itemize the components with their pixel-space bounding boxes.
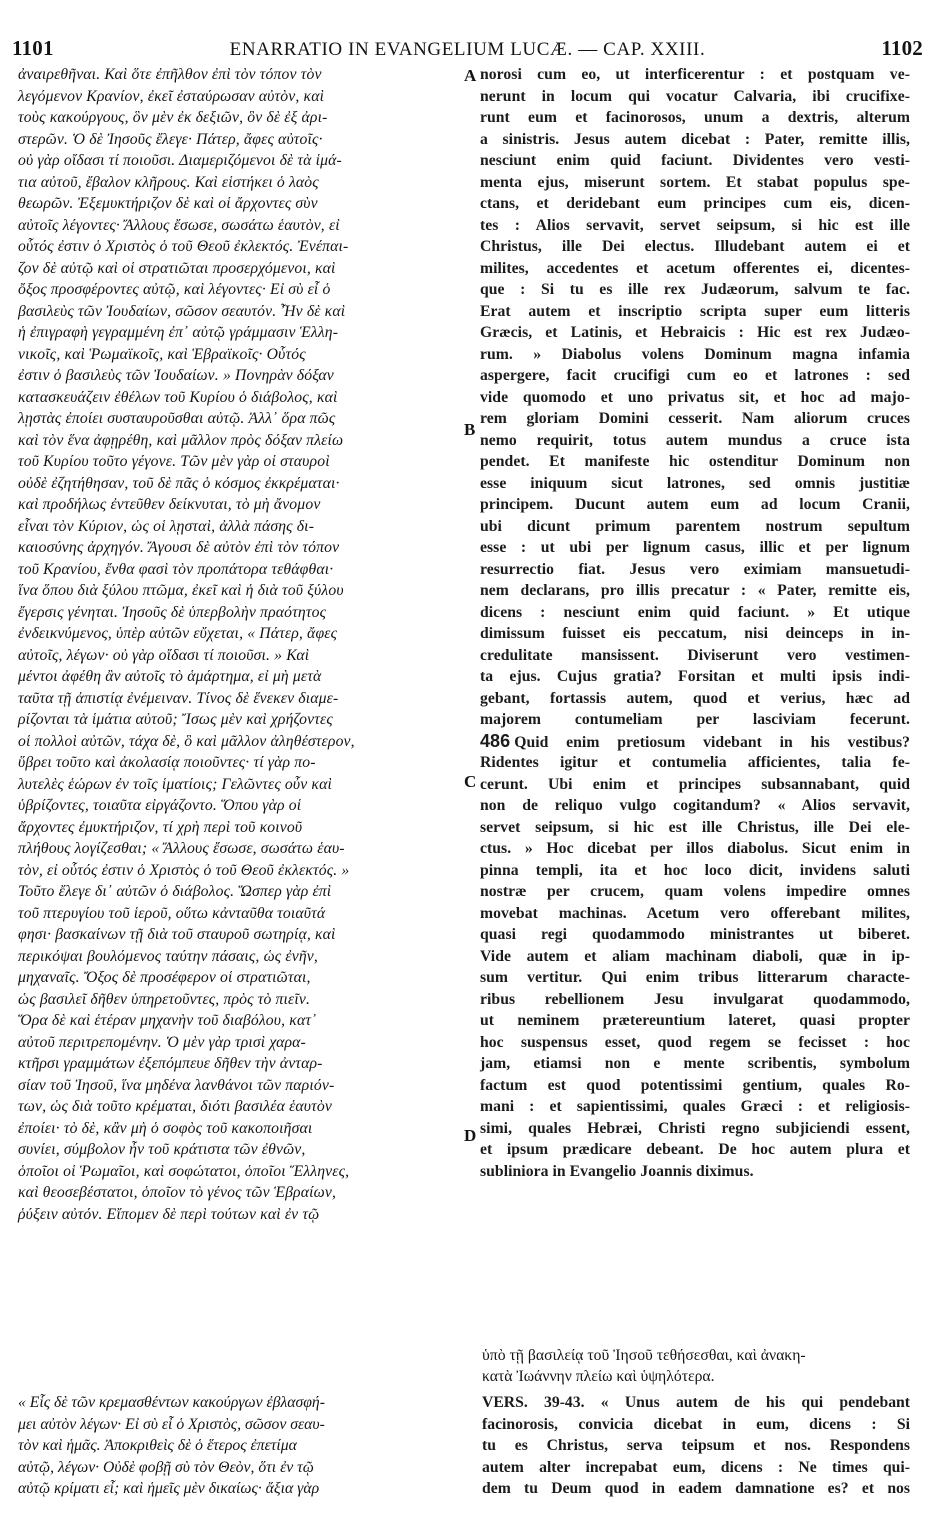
bottom-latin-line: VERS. 39-43. « Unus autem de his qui pendebant [482,1394,910,1411]
latin-text-line: principem. Ducunt autem eum ad locum Cranii, [480,496,910,513]
latin-text-line: Ridentes igitur et contumelia afficientes, talia fe- [480,754,910,771]
page-number-left: 1101 [12,36,54,60]
latin-text-line: dicens : nesciunt enim quid faciunt. » Et utique [480,603,910,621]
latin-text-column [480,64,910,1182]
latin-text-line: Vide autem et aliam machinam diaboli, quæ in ip- [480,947,910,965]
bottom-latin-line: autem alter increpabat eum, dicens : Ne times qui- [482,1458,910,1476]
greek-text-line: συνίει, σύμβολον ἦν τοῦ κράτιστα τῶν ἐθνῶν, [18,1141,306,1158]
greek-text-line: ὕβρει τοῦτο καὶ ἀκολασίᾳ ποιοῦντες· τί γὰρ πο- [18,754,316,771]
latin-text-line: Christus, ille Dei electus. Illudebant autem ei et [480,238,910,255]
latin-text-line: esse iniquum sicut latrones, sed omnis justitiæ [480,474,910,492]
greek-text-line: λεγόμενον Κρανίον, ἐκεῖ ἐσταύρωσαν αὐτὸν, καὶ [18,87,325,105]
margin-marker-a: A [464,66,477,85]
greek-text-line: πλήθους λογίζεσθαι; « Ἄλλους ἔσωσε, σωσάτω ἑαυ- [18,840,345,857]
bottom-latin-block [482,1392,910,1500]
latin-text-line: mani : et sapientissimi, quales Græci : et religiosis- [480,1098,910,1115]
latin-text-line: pinna templi, ita et hoc loco dicit, invidens saluti [480,861,910,879]
latin-text-line: ubi dicunt primum parentem nostrum sepultum [480,517,910,535]
latin-text-line: ctus. » Hoc dicebat per illos diabolus. Sicut enim in [480,840,910,857]
greek-text-line: τοῦ Κυρίου τοῦτο γέγονε. Τῶν μὲν γὰρ οἱ σταυροὶ [18,453,330,470]
greek-text-line: λυτελὲς ἑώρων ἐν τοῖς ἱματίοις; Γελῶντες οὖν καὶ [18,775,333,793]
bottom-greek-line: αὐτῷ, λέγων· Οὐδὲ φοβῇ σὺ τὸν Θεὸν, ὅτι ἐν τῷ [18,1458,314,1476]
greek-text-line: οἱ πολλοὶ αὐτῶν, τάχα δὲ, ὃ καὶ μᾶλλον ἀληθέστερον, [18,732,355,750]
greek-text-line: ταῦτα τῇ ἀπιστίᾳ ἐνέμειναν. Τίνος δὲ ἕνεκεν διαμε- [18,689,339,707]
greek-text-line: στερῶν. Ὁ δὲ Ἰησοῦς ἔλεγε· Πάτερ, ἄφες αὐτοῖς· [18,130,323,148]
latin-text-line: que : Si tu es ille rex Judæorum, salvum te fac. [480,281,910,298]
latin-text-line: ribus rebellionem Jesu invulgarat quodammodo, [480,990,910,1008]
greek-text-line: σίαν τοῦ Ἰησοῦ, ἵνα μηδένα λανθάνοι τῶν παριόν- [18,1076,335,1094]
greek-text-line: οὐ γὰρ οἴδασι τί ποιοῦσι. Διαμεριζόμενοι δὲ τὰ ἱμά- [18,152,342,169]
greek-text-line: ρίζονται τὰ ἱμάτια αὐτοῦ; Ἴσως μὲν καὶ χρήζοντες [18,711,333,728]
latin-text-line: quasi regi quodammodo ministrantes ut biberet. [480,926,910,943]
bottom-greek-line: αὐτῷ κρίματι εἶ; καὶ ἡμεῖς μὲν δικαίως· ἄξια γὰρ [18,1480,320,1497]
greek-text-line: οὗτός ἐστιν ὁ Χριστὸς ὁ τοῦ Θεοῦ ἐκλεκτός. Ἐνέπαι- [18,238,349,255]
running-header [12,36,923,62]
greek-text-column [18,64,460,1225]
latin-text-line: pendet. Et manifeste hic ostenditur Dominum non [480,453,910,470]
greek-text-line: τοῦ πτερυγίου τοῦ ἱεροῦ, οὕτω κἀνταῦθα τοιαῦτά [18,904,326,922]
latin-text-line: hoc suspensus esset, quod regem se fecisset : hoc [480,1033,910,1051]
latin-text-line: nerunt in locum qui vocatur Calvaria, ibi crucifixe- [480,87,910,105]
latin-text-line: subliniora in Evangelio Joannis diximus. [480,1162,754,1180]
latin-text-line: simi, quales Hebræi, Christi regno subjiciendi essent, [480,1119,910,1137]
closing-line-greek: ὑπὸ τῇ βασιλείᾳ τοῦ Ἰησοῦ τεθήσεσθαι, καὶ ἀνακη- [482,1347,806,1364]
greek-text-line: αὐτοῦ περιτρεπομένην. Ὁ μὲν γὰρ τρισὶ χαρα- [18,1033,306,1051]
latin-text-fragment: Quid enim pretiosum videbant in his vestibus? [514,733,910,751]
greek-text-line: ἐστιν ὁ βασιλεὺς τῶν Ἰουδαίων. » Πονηρὰν δόξαν [18,367,334,384]
latin-text-line: nemo requirit, totus autem mundus a cruce ista [480,431,910,449]
latin-text-line: menta ejus, miserunt sortem. Et stabat populus spe- [480,173,910,191]
latin-text-line: runt eum et facinorosos, unum a dextris, alterum [480,109,910,126]
latin-text-line: ut neminem prætereuntium lateret, quasi propter [480,1012,910,1029]
greek-text-line: ζον δὲ αὐτῷ καὶ οἱ στρατιῶται προσερχόμενοι, καὶ [18,259,336,277]
greek-text-line: ἄρχοντες ἐμυκτήριζον, τί χρὴ περὶ τοῦ κοινοῦ [18,818,303,836]
greek-text-line: τὸν, εἰ οὗτός ἐστιν ὁ Χριστὸς ὁ τοῦ Θεοῦ ἐκλεκτός. » [18,861,350,879]
greek-text-line: αὐτοῖς, λέγων· οὐ γὰρ οἴδασι τί ποιοῦσι. » Καὶ [18,646,310,664]
latin-text-line: nem declarans, pro illis precatur : « Pater, remitte eis, [480,582,910,599]
greek-text-line: κατασκευάζειν ἐθέλων τοῦ Κυρίου ὁ διάβολος, καὶ [18,388,338,406]
greek-text-line: καὶ τὸν ἕνα ἀφῃρέθη, καὶ μᾶλλον πρὸς δόξαν πλείω [18,431,344,449]
latin-text-line: et ipsum prædicare debeant. De hoc autem plura et [480,1141,910,1158]
greek-text-line: περικόψαι βουλόμενος ταύτην πάσαις, ὡς ἐνῆν, [18,947,318,965]
latin-text-line: a sinistris. Jesus autem dicebat : Pater, remitte illis, [480,130,910,148]
greek-text-line: εἶναι τὸν Κύριον, ὡς οἱ λῃσταὶ, ἀλλὰ πάσης δι- [18,517,315,535]
latin-text-line: nostræ per crucem, quam volens impedire omnes [480,883,910,900]
greek-text-line: αὐτοῖς λέγοντες· Ἄλλους ἔσωσε, σωσάτω ἑαυτὸν, εἰ [18,216,340,234]
bottom-greek-block [18,1392,458,1500]
greek-text-line: ὁποῖοι οἱ Ῥωμαῖοι, καὶ σοφώτατοι, ὁποῖοι Ἕλληνες, [18,1162,350,1180]
greek-text-line: λῃστὰς ἐποίει συσταυροῦσθαι αὐτῷ. Ἀλλ᾿ ὅρα πῶς [18,410,336,427]
margin-marker-b: B [464,420,476,439]
latin-text-line: ta ejus. Cujus gratia? Forsitan et multi ipsis indi- [480,668,910,685]
bottom-latin-line: dem tu Deum quod in eadem damnatione es? et nos [482,1480,910,1497]
greek-text-line: νικοῖς, καὶ Ῥωμαϊκοῖς, καὶ Ἑβραϊκοῖς· Οὗτός [18,345,306,363]
greek-text-line: ὡς βασιλεῖ δῆθεν ὑπηρετοῦντες, πρὸς τὸ πιεῖν. [18,990,311,1008]
latin-text-line: nesciunt enim quid faciunt. Dividentes vero vesti- [480,152,910,169]
greek-text-line: ἵνα ὅπου διὰ ξύλου πτῶμα, ἐκεῖ καὶ ἡ διὰ τοῦ ξύλου [18,582,344,599]
latin-text-line-with-page-number [480,731,910,753]
latin-text-line: ctans, et deridebant eum principes cum eis, dicen- [480,195,910,212]
latin-text-line: dimissum fuisset eis peccatum, nisi deinceps in in- [480,625,910,642]
latin-text-line: rem gloriam Domini cesserit. Nam aliorum cruces [480,410,910,427]
greek-text-line: Ὅρα δὲ καὶ ἑτέραν μηχανὴν τοῦ διαβόλου, κατ᾿ [18,1012,317,1029]
latin-text-line: movebat machinas. Acetum vero offerebant milites, [480,904,910,922]
greek-text-line: μηχαναῖς. Ὄξος δὲ προσέφερον οἱ στρατιῶται, [18,969,311,986]
greek-text-line: βασιλεὺς τῶν Ἰουδαίων, σῶσον σεαυτόν. Ἦν δὲ καὶ [18,302,346,320]
latin-text-line: tes : Alios servavit, servet seipsum, si hic est ille [480,216,910,234]
margin-marker-c: C [464,772,477,791]
greek-text-line: ῥύξειν αὐτόν. Εἴπομεν δὲ περὶ τούτων καὶ ἐν τῷ [18,1205,320,1223]
greek-text-line: των, ὡς διὰ τοῦτο κρέμαται, διότι βασιλέα ἑαυτὸν [18,1098,333,1115]
greek-text-line: καὶ προδήλως ἐντεῦθεν δείκνυται, τὸ μὴ ἄνομον [18,496,321,513]
inline-page-number: 486 [480,730,511,751]
closing-line-greek-2: κατὰ Ἰωάννην πλείω καὶ ὑψηλότερα. [482,1368,715,1385]
page-title: ENARRATIO IN EVANGELIUM LUCÆ. — CAP. XXIII. [229,39,706,60]
bottom-greek-line: τὸν καὶ ἡμᾶς. Ἀποκριθεὶς δὲ ὁ ἕτερος ἐπετίμα [18,1437,297,1454]
greek-text-line: καὶ θεοσεβέστατοι, ὁποῖον τὸ γένος τῶν Ἑβραίων, [18,1184,337,1201]
greek-text-line: ἡ ἐπιγραφὴ γεγραμμένη ἐπ᾿ αὐτῷ γράμμασιν Ἑλλη- [18,324,339,341]
latin-text-line: factum est quod potentissimi gentium, quales Ro- [480,1076,910,1094]
greek-text-line: φησι· βασκαίνων τῇ διὰ τοῦ σταυροῦ σωτηρίᾳ, καὶ [18,926,336,943]
page-number-right: 1102 [881,36,923,60]
latin-text-line: jam, etiamsi non e mente scribentis, symbolum [480,1055,910,1072]
greek-text-line: ἐνδεικνύμενος, ὑπὲρ αὐτῶν εὔχεται, « Πάτερ, ἄφες [18,625,338,642]
latin-text-line: majorem contumeliam per lasciviam fecerunt. [480,711,910,728]
latin-text-line: Græcis, et Latinis, et Hebraicis : Hic est rex Judæo- [480,324,910,341]
latin-text-line: credulitate mansissent. Diviserunt vero vestimen- [480,646,910,664]
latin-text-line: milites, accedentes et acetum offerentes ei, dicentes- [480,259,910,277]
latin-text-line: gebant, fortassis autem, quod et verius, hæc ad [480,689,910,707]
greek-text-line: ὄξος προσφέροντες αὐτῷ, καὶ λέγοντες· Εἰ σὺ εἶ ὁ [18,281,331,298]
latin-text-line: rum. » Diabolus volens Dominum magna infamia [480,345,910,363]
latin-text-line: vide quomodo et uno privatus sit, et hoc ad majo- [480,388,910,406]
greek-text-line: οὐδὲ ἐζητήθησαν, τοῦ δὲ πᾶς ὁ κόσμος ἐκκρέμαται· [18,474,340,492]
margin-marker-d: D [464,1126,477,1145]
greek-text-line: τοὺς κακούργους, ὃν μὲν ἐκ δεξιῶν, ὃν δὲ ἐξ ἀρι- [18,109,328,126]
bottom-latin-line: tu es Christus, serva teipsum et nos. Respondens [482,1437,910,1454]
latin-text-line: norosi cum eo, ut interficerentur : et postquam ve- [480,66,910,83]
greek-text-line: ἀναιρεθῆναι. Καὶ ὅτε ἐπῆλθον ἐπὶ τὸν τόπον τὸν [18,66,322,83]
greek-text-line: ἐποίει· τὸ δὲ, κἂν μὴ ὁ σοφὸς τοῦ κακοποιῆσαι [18,1119,313,1137]
bottom-greek-line: « Εἷς δὲ τῶν κρεμασθέντων κακούργων ἐβλασφή- [18,1394,325,1411]
greek-text-line: ἔγερσις γένηται. Ἰησοῦς δὲ ὑπερβολὴν πραότητος [18,603,327,621]
bottom-latin-line: facinorosis, convicia dicebat in eum, dicens : Si [482,1415,910,1433]
latin-text-line: non de reliquo vulgo cogitandum? « Alios servavit, [480,797,910,814]
greek-text-line: κτῆρσι γραμμάτων ἐξεπόμπευε δῆθεν τὴν ἀνταρ- [18,1055,323,1072]
latin-text-line: resurrectio fiat. Jesus vero eximiam mansuetudi- [480,560,910,578]
bottom-greek-line: μει αὐτὸν λέγων· Εἰ σὺ εἶ ὁ Χριστὸς, σῶσον σεαυ- [18,1415,325,1433]
greek-text-line: τια αὐτοῦ, ἔβαλον κλῆρους. Καὶ εἱστήκει ὁ λαὸς [18,173,319,191]
greek-text-line: θεωρῶν. Ἐξεμυκτήριζον δὲ καὶ οἱ ἄρχοντες σὺν [18,195,318,212]
greek-text-line: Τοῦτο ἔλεγε δι᾿ αὐτῶν ὁ διάβολος. Ὥσπερ γὰρ ἐπὶ [18,883,332,900]
greek-text-line: τοῦ Κρανίου, ἔνθα φασὶ τὸν προπάτορα τεθάφθαι· [18,560,334,578]
latin-text-line: aspergere, facit crucifigi cum eo et latrones : sed [480,367,910,384]
greek-text-line: καιοσύνης ἀρχηγόν. Ἄγουσι δὲ αὐτὸν ἐπὶ τὸν τόπον [18,539,340,556]
greek-text-line: μέντοι ἀφέθη ἂν αὐτοῖς τὸ ἁμάρτημα, εἰ μὴ μετὰ [18,668,322,685]
latin-text-line: servet seipsum, si hic est ille Christus, ille Dei ele- [480,818,910,836]
latin-text-line: Erat autem et inscriptio scripta super eum litteris [480,302,910,320]
greek-text-line: ὑβρίζοντες, τοιαῦτα εἰργάζοντο. Ὅπου γὰρ οἱ [18,797,302,814]
latin-text-line: sum vertitur. Qui enim tribus litterarum characte- [480,969,910,986]
latin-text-line: cerunt. Ubi enim et principes subsannabant, quid [480,775,910,793]
latin-text-line: esse : ut ubi per lignum casus, illic et per lignum [480,539,910,556]
